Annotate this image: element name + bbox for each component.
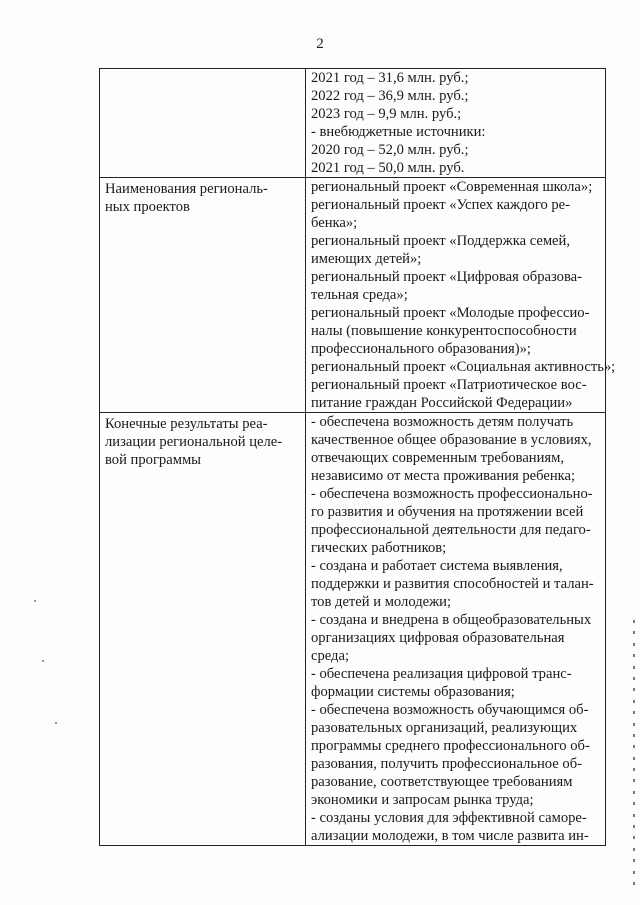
funding-line: 2023 год – 9,9 млн. руб.;: [311, 106, 462, 122]
result-line: программы среднего профессионального об-: [311, 738, 590, 754]
result-line: качественное общее образование в условиях,: [311, 432, 592, 448]
funding-line: - внебюджетные источники:: [311, 124, 486, 140]
table-row-funding: [100, 69, 606, 178]
funding-line: 2021 год – 31,6 млн. руб.;: [311, 70, 469, 86]
result-line: экономики и запросам рынка труда;: [311, 792, 534, 808]
row-label-line: ных проектов: [105, 199, 190, 215]
table-row-regional-projects: [100, 178, 606, 413]
project-line: региональный проект «Успех каждого ре-: [311, 197, 571, 213]
project-line: питание граждан Российской Федерации»: [311, 395, 573, 411]
result-line: тов детей и молодежи;: [311, 594, 452, 610]
project-line: имеющих детей»;: [311, 251, 422, 267]
row-label-line: лизации региональной целе-: [105, 434, 283, 450]
project-line: региональный проект «Молодые профессио-: [311, 305, 590, 321]
result-line: поддержки и развития способностей и талан-: [311, 576, 594, 592]
result-line: разовательных организаций, реализующих: [311, 720, 578, 736]
result-line: - создана и внедрена в общеобразовательных: [311, 612, 592, 628]
value-cell-funding: [306, 69, 606, 178]
project-line: налы (повышение конкурентоспособности: [311, 323, 577, 339]
page-number: 2: [316, 36, 324, 52]
funding-line: 2022 год – 36,9 млн. руб.;: [311, 88, 469, 104]
result-line: организациях цифровая образовательная: [311, 630, 565, 646]
label-cell-final-results: [100, 413, 306, 846]
scan-edge-marks: [633, 620, 637, 885]
project-line: региональный проект «Поддержка семей,: [311, 233, 570, 249]
project-line: региональный проект «Социальная активность»;: [311, 359, 616, 375]
result-line: формации системы образования;: [311, 684, 515, 700]
project-line: тельная среда»;: [311, 287, 408, 303]
result-line: независимо от места проживания ребенка;: [311, 468, 576, 484]
row-label-line: вой программы: [105, 452, 201, 468]
row-label-line: Наименования региональ-: [105, 181, 268, 197]
funding-line: 2020 год – 52,0 млн. руб.;: [311, 142, 469, 158]
result-line: разования, получить профессиональное об-: [311, 756, 582, 772]
result-line: гических работников;: [311, 540, 447, 556]
project-line: профессионального образования)»;: [311, 341, 531, 357]
result-line: среда;: [311, 648, 350, 664]
result-line: ализации молодежи, в том числе развита ин-: [311, 828, 589, 844]
result-line: го развития и обучения на протяжении всей: [311, 504, 584, 520]
label-cell-regional-projects: [100, 178, 306, 413]
scan-speck: [34, 600, 36, 602]
scan-speck: [55, 722, 57, 724]
project-line: региональный проект «Цифровая образова-: [311, 269, 583, 285]
result-line: - созданы условия для эффективной саморе-: [311, 810, 587, 826]
table-row-final-results: [100, 413, 606, 846]
scan-speck: [42, 660, 44, 662]
result-line: - обеспечена реализация цифровой транс-: [311, 666, 572, 682]
result-line: - обеспечена возможность профессионально-: [311, 486, 593, 502]
result-line: разование, соответствующее требованиям: [311, 774, 573, 790]
result-line: - обеспечена возможность обучающимся об-: [311, 702, 589, 718]
funding-line: 2021 год – 50,0 млн. руб.: [311, 160, 465, 176]
row-label-line: Конечные результаты реа-: [105, 416, 268, 432]
label-cell-empty: [100, 69, 306, 178]
program-passport-table: [99, 68, 616, 846]
result-line: - создана и работает система выявления,: [311, 558, 563, 574]
project-line: региональный проект «Современная школа»;: [311, 179, 593, 195]
project-line: бенка»;: [311, 215, 358, 231]
value-cell-regional-projects: [306, 178, 616, 413]
result-line: - обеспечена возможность детям получать: [311, 414, 574, 430]
project-line: региональный проект «Патриотическое вос-: [311, 377, 587, 393]
value-cell-final-results: [306, 413, 606, 846]
result-line: отвечающих современным требованиям,: [311, 450, 565, 466]
result-line: профессиональной деятельности для педаго-: [311, 522, 591, 538]
